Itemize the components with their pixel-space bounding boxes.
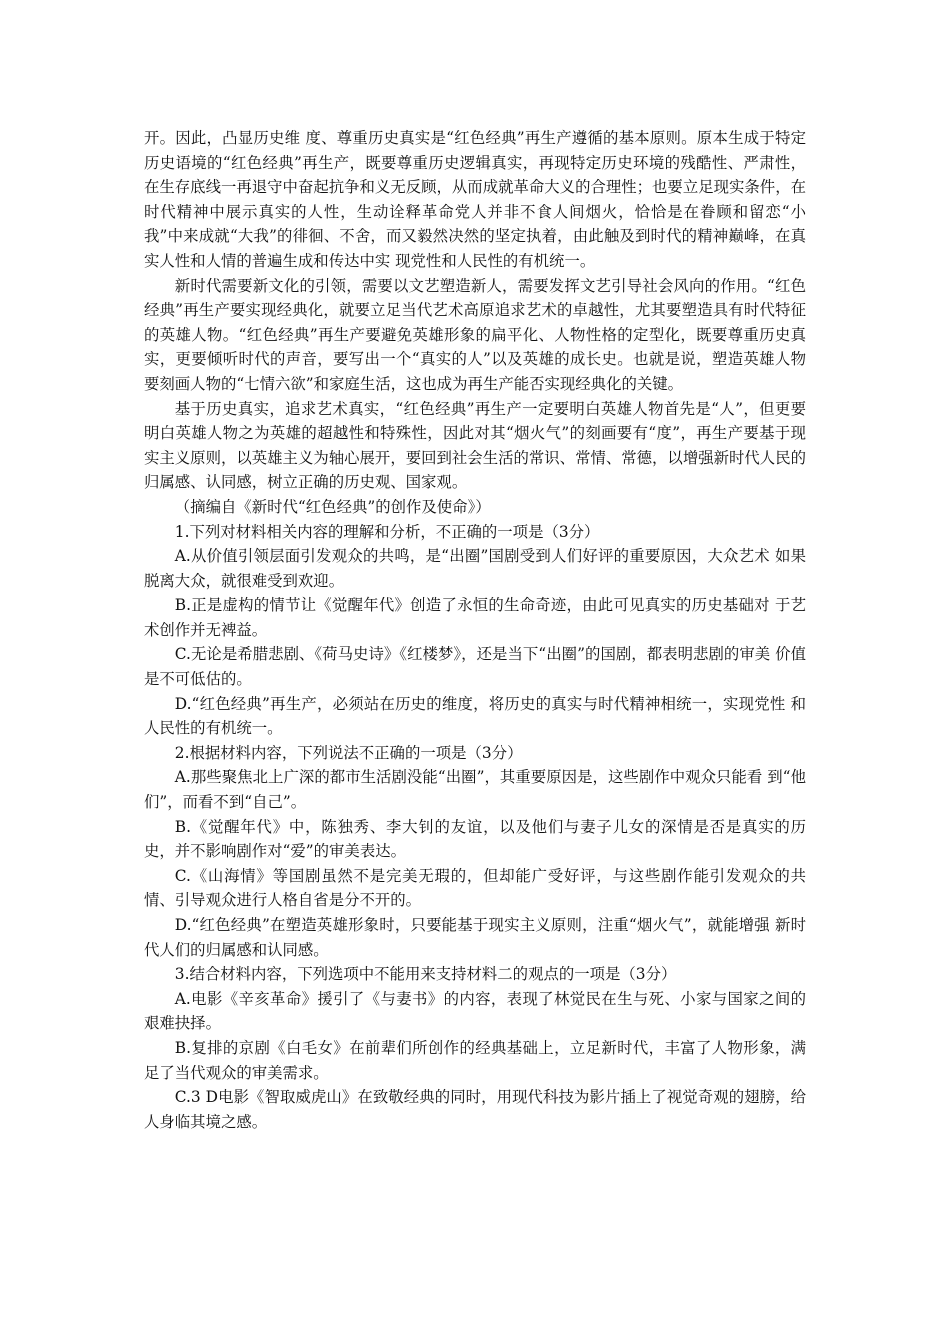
question-3-option-a: A.电影《辛亥革命》援引了《与妻书》的内容，表现了林觉民在生与死、小家与国家之间的艰难抉择。 [144,989,806,1033]
question-1-option-d: D.“红色经典”再生产，必须站在历史的维度，将历史的真实与时代精神相统一，实现党性 和人民性的有机统一。 [144,694,806,738]
passage-paragraph-2: 新时代需要新文化的引领，需要以文艺塑造新人，需要发挥文艺引导社会风向的作用。“红色 经典”再生产要实现经典化，就要立足当代艺术高原追求艺术的卓越性，尤其要塑造具有时代特征的英雄人物。“红色经典”再生产要避免英雄形象的扁平化、人物性格的定型化，既要尊重历史真实，更要倾听时代的声音，要写出一个“真实的人”以及英雄的成长史。也就是说，塑造英雄人物要刻画人物的“七情六欲”和家庭生活，这也成为再生产能否实现经典化的关键。 [144,276,806,393]
question-1-stem: 1.下列对材料相关内容的理解和分析，不正确的一项是（3分） [174,522,600,541]
question-1-option-b: B.正是虚构的情节让《觉醒年代》创造了永恒的生命奇迹，由此可见真实的历史基础对 于艺术创作并无裨益。 [144,596,806,639]
passage-source: （摘编自《新时代“红色经典”的创作及使命》） [174,497,491,516]
question-2-option-a: A.那些聚焦北上广深的都市生活剧没能“出圈”，其重要原因是，这些剧作中观众只能看 到“他们”，而看不到“自己”。 [144,768,806,812]
question-2-stem: 2.根据材料内容，下列说法不正确的一项是（3分） [174,743,523,762]
question-1-option-a: A.从价值引领层面引发观众的共鸣，是“出圈”国剧受到人们好评的重要原因，大众艺术 如果脱离大众，就很难受到欢迎。 [144,547,806,590]
question-2-option-c: C.《山海情》等国剧虽然不是完美无瑕的，但却能广受好评，与这些剧作能引发观众的共 情、引导观众进行人格自省是分不开的。 [144,866,806,910]
question-2-option-d: D.“红色经典”在塑造英雄形象时，只要能基于现实主义原则，注重“烟火气”，就能增强 新时代人们的归属感和认同感。 [144,916,806,959]
question-3-option-c: C.3 D电影《智取威虎山》在致敬经典的同时，用现代科技为影片插上了视觉奇观的翅膀，给人身临其境之感。 [144,1088,806,1131]
question-1-option-c: C.无论是希腊悲剧、《荷马史诗》《红楼梦》，还是当下“出圈”的国剧，都表明悲剧的审美 价值是不可低估的。 [144,645,806,689]
passage-paragraph-1: 开。因此，凸显历史维 度、尊重历史真实是“红色经典”再生产遵循的基本原则。原本生成于特定历史语境的“红色经典”再生产，既要尊重历史逻辑真实，再现特定历史环境的残酷性、严肃性，在生存底线一再退守中奋起抗争和义无反顾，从而成就革命大义的合理性；也要立足现实条件，在时代精神中展示真实的人性，生动诠释革命党人并非不食人间烟火，恰恰是在眷顾和留恋“小我”中来成就“大我”的徘徊、不舍，而又毅然决然的坚定执着，由此触及到时代的精神巅峰，在真实人性和人情的普遍生成和传达中实 现党性和人民性的有机统一。 [144,129,806,270]
question-3-stem: 3.结合材料内容，下列选项中不能用来支持材料二的观点的一项是（3分） [174,965,677,984]
question-3-option-b: B.复排的京剧《白毛女》在前辈们所创作的经典基础上，立足新时代，丰富了人物形象，满足了当代观众的审美需求。 [144,1038,806,1082]
question-2-option-b: B.《觉醒年代》中，陈独秀、李大钊的友谊，以及他们与妻子儿女的深情是否是真实的历 史，并不影响剧作对“爱”的审美表达。 [144,817,806,861]
passage-paragraph-3: 基于历史真实，追求艺术真实，“红色经典”再生产一定要明白英雄人物首先是“人”，但更要明白英雄人物之为英雄的超越性和特殊性，因此对其“烟火气”的刻画要有“度”，再生产要基于现实主义原则，以英雄主义为轴心展开，要回到社会生活的常识、常情、常德，以增强新时代人民的归属感、认同感，树立正确的历史观、国家观。 [144,399,806,492]
document-page [144,126,806,1134]
